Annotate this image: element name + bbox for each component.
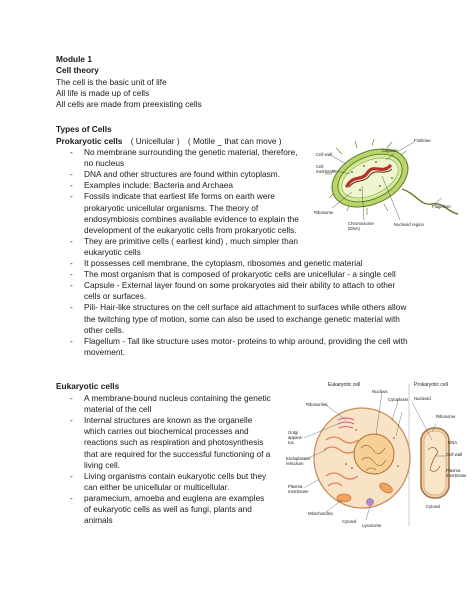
label-cytosol-prok: Cytosol	[426, 504, 441, 509]
bullet-line: reactions such as respiration and photosynthesis	[84, 437, 264, 448]
label-cytoplasm: Cytoplasm	[388, 397, 409, 402]
bullet-line: paramecium, amoeba and euglena are examples	[84, 492, 265, 503]
types-heading: Types of Cells	[56, 124, 112, 134]
label-ribosome-prok: Ribosome	[436, 414, 456, 419]
bullet-line: It possesses cell membrane, the cytoplasm, ribosomes and genetic material	[84, 258, 363, 268]
prokaryotic-heading: Prokaryotic cells	[56, 136, 123, 146]
label-plasma-membrane: Plasma membrane	[288, 484, 309, 494]
bullet-line: material of the cell	[84, 404, 152, 415]
bullet-line: A membrane-bound nucleus containing the genetic	[84, 393, 271, 403]
label-nucleus: Nucleus	[372, 389, 388, 394]
label-lysosome: Lysosome	[362, 523, 382, 528]
cell-comparison-diagram	[286, 380, 467, 530]
bullet-dash: -	[70, 492, 73, 503]
eukaryotic-heading: Eukaryotic cells	[56, 381, 120, 391]
cell-theory-line: The cell is the basic unit of life	[56, 77, 167, 87]
label-endoplasmic-reticulum: Endoplasmic reticulum	[286, 456, 311, 466]
label-cell-wall: Cell wall	[316, 152, 332, 157]
bullet-line: that are required for the successful functioning of a	[84, 448, 271, 459]
bullet-dash: -	[70, 169, 73, 180]
label-nucleoid-region: Nucleoid region	[394, 222, 424, 227]
bullet-line: can either be unicellular or multicellular.	[84, 481, 230, 492]
prokaryotic-heading-line	[56, 136, 282, 147]
bullet-line: other cells.	[84, 324, 125, 335]
bullet-line: cells or surfaces.	[84, 291, 147, 302]
bullet-line: Pili- Hair-like structures on the cell surface aid attachment to surfaces while others allow	[84, 302, 407, 313]
bullet-line: prokaryotic unicellular organisms. The theory of	[84, 202, 259, 213]
bullet-dash: -	[70, 235, 73, 246]
label-prokaryotic-cell: Prokaryotic cell	[414, 382, 448, 388]
bullet-line: They are primitive cells ( earliest kind) , much simpler than	[84, 235, 298, 246]
bullet-dash: -	[70, 302, 73, 313]
bullet-line: no nucleus	[84, 158, 125, 169]
label-chromosome: Chromosome (DNA)	[348, 221, 374, 231]
label-capsule: Capsule	[382, 148, 398, 153]
bullet-line: No membrane surrounding the genetic material, therefore,	[84, 147, 298, 157]
bullet-line: the twitching type of motion, some can also be used to exchange genetic material with	[84, 313, 400, 324]
label-flagellum: Flagellum	[432, 204, 451, 209]
label-ribosome: Ribosome	[314, 210, 334, 215]
bullet-dash: -	[70, 470, 73, 481]
bullet-line: movement.	[84, 346, 126, 357]
bullet-line: animals	[84, 515, 113, 526]
bullet-dash: -	[70, 335, 73, 346]
cell-theory-line: All life is made up of cells	[56, 88, 150, 98]
bullet-line: which carries out biochemical processes and	[84, 426, 249, 437]
label-cytosol: Cytosol	[342, 519, 357, 524]
module-title: Module 1	[56, 54, 92, 64]
prokaryote-diagram	[302, 134, 462, 244]
bullet-line: Internal structures are known as the organelle	[84, 415, 253, 426]
bullet-line: development of the eukaryotic cells from prokaryotic cells.	[84, 224, 297, 235]
motile-note: ( Motile _ that can move )	[187, 136, 282, 146]
bullet-line: Living organisms contain eukaryotic cells but they	[84, 470, 267, 481]
bullet-dash: -	[70, 180, 73, 191]
label-fimbriae: Fimbriae	[414, 138, 431, 143]
bullet-dash: -	[70, 258, 73, 268]
bullet-dash: -	[70, 191, 73, 202]
bullet-line: of eukaryotic cells as well as fungi, plants and	[84, 504, 252, 514]
bullet-line: The most organism that is composed of prokaryotic cells are unicellular - a single cell	[84, 269, 396, 280]
bullet-line: Examples include: Bacteria and Archaea	[84, 180, 233, 191]
label-dna: DNA	[448, 440, 458, 445]
bullet-line: DNA and other structures are found within cytoplasm.	[84, 169, 280, 180]
bullet-line: eukaryotic cells	[84, 246, 141, 257]
label-cell-wall-prok: Cell wall	[446, 452, 462, 457]
bullet-dash: -	[70, 147, 73, 157]
cell-theory-heading: Cell theory	[56, 65, 99, 75]
label-nucleoid: Nucleoid	[414, 396, 431, 401]
label-cell-membrane: Cell membrane	[316, 164, 337, 174]
bullet-line: Capsule - External layer found on some prokaryotes aid their ability to attach to other	[84, 280, 396, 291]
label-eukaryotic-cell: Eukaryotic cell	[328, 382, 361, 388]
bullet-line: Fossils indicate that earliest life forms on earth were	[84, 191, 275, 202]
label-mitochondria: Mitochondria	[308, 511, 333, 516]
unicellular-note: ( Unicellular )	[130, 136, 180, 146]
bullet-dash: -	[70, 415, 73, 426]
bullet-dash: -	[70, 280, 73, 291]
label-golgi: Golgi appara- tus	[288, 430, 303, 445]
label-plasma-membrane-prok: Plasma membrane	[446, 468, 467, 478]
bullet-dash: -	[70, 393, 73, 403]
bullet-line: endosymbiosis combines available evidence to explain the	[84, 213, 299, 224]
bullet-dash: -	[70, 269, 73, 280]
cell-theory-line: All cells are made from preexisting cells	[56, 99, 202, 109]
label-ribosomes: Ribosomes	[306, 402, 328, 407]
bullet-line: living cell.	[84, 459, 120, 470]
bullet-line: Flagellum - Tail like structure uses motor- proteins to whip around, providing the cell with	[84, 335, 408, 346]
